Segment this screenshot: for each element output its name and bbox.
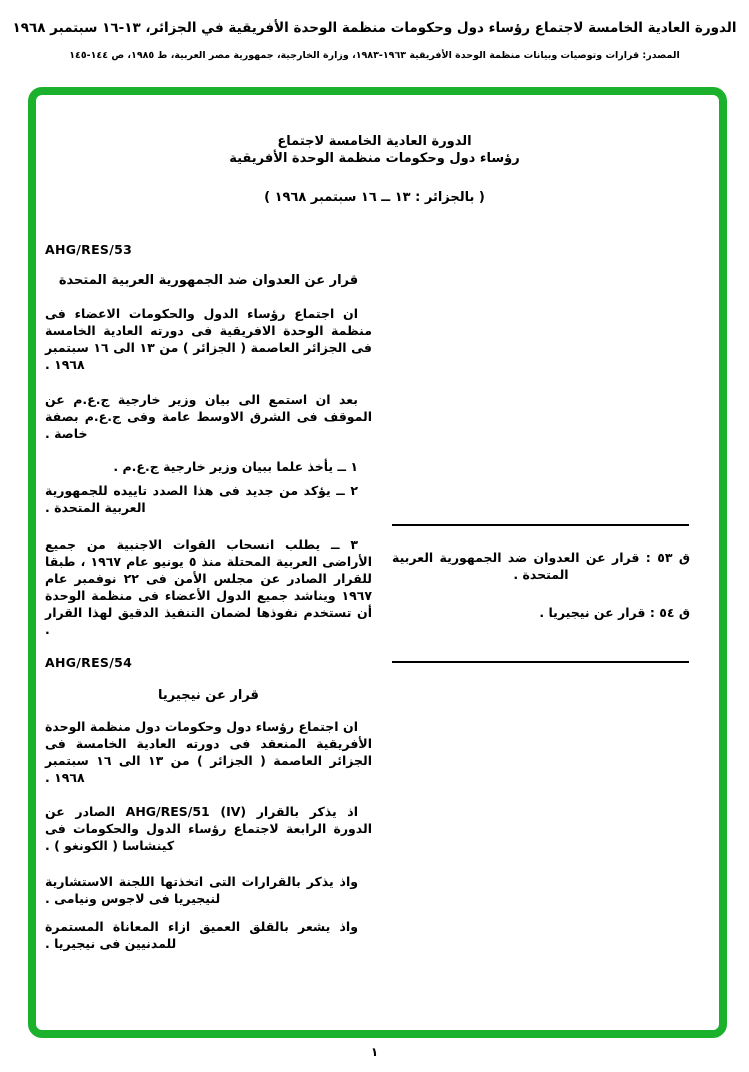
sidenote-res54: ق ٥٤ : قرار عن نيجيريا . [539,605,690,620]
document-title-line2: رؤساء دول وحكومات منظمة الوحدة الأفريقية [229,151,520,166]
res54-paragraph: واذ يذكر بالقرارات التى اتخذتها اللجنة الاستشارية لنيجيريا فى لاجوس ونيامى . [45,874,358,906]
document-title [36,133,713,206]
res53-item-1: ١ ــ يأخذ علما ببيان وزير خارجية ج.ع.م . [113,459,358,474]
document-title-line1: الدورة العادية الخامسة لاجتماع [277,134,472,149]
header-source-line: المصدر: قرارات وتوصيات وبيانات منظمة الوحدة الأفريقية ١٩٦٣-١٩٨٣، وزارة الخارجية، جمهورية مصر العربية، ط ١٩٨٥، ص ١٤٤-١٤٥ [69,50,680,61]
res53-item-3: ٣ ــ يطلب انسحاب القوات الاجنبية من جميع الأراضى العربية المحتلة منذ ٥ يونيو عام ١٩٦٧ ، طبقا للقرار الصادر عن مجلس الأمن فى ٢٢ نوفمبر عام ١٩٦٧ ويناشد جميع الدول الأعضاء فى منظمة الوحدة أن تستخدم نفوذها لضمان التنفيذ الدقيق لهذا القرار . [45,537,372,637]
resolution-code-54: AHG/RES/54 [45,655,133,670]
sidenote-divider-top [392,524,689,526]
res54-paragraph: واذ يشعر بالقلق العميق ازاء المعاناة المستمرة للمدنيين فى نيجيريا . [45,919,358,951]
page-number: ١ [370,1045,379,1059]
res54-paragraph: ان اجتماع رؤساء دول وحكومات دول منظمة الوحدة الأفريقية المنعقد فى دورته العادية الخامسة فى الجزائر العاصمة ( الجزائر ) من ١٣ الى ١٦ سبتمبر ١٩٦٨ . [45,719,372,785]
resolution-54-heading: قرار عن نيجيريا [158,688,259,703]
document-title-date: ( بالجزائر : ١٣ ــ ١٦ سبتمبر ١٩٦٨ ) [264,190,485,205]
header-session-title: الدورة العادية الخامسة لاجتماع رؤساء دول وحكومات منظمة الوحدة الأفريقية في الجزائر، ١٣-١٦ سبتمبر ١٩٦٨ [12,20,737,36]
sidenote-res53: ق ٥٣ : قرار عن العدوان ضد الجمهورية العربية المتحدة . [392,550,690,582]
resolution-code-53: AHG/RES/53 [45,242,133,257]
sidenote-divider-bottom [392,661,689,663]
res53-paragraph: ان اجتماع رؤساء الدول والحكومات الاعضاء فى منظمة الوحدة الافريقية فى دورته العادية الخامسة فى الجزائر العاصمة ( الجزائر ) من ١٣ الى ١٦ سبتمبر ١٩٦٨ . [45,306,372,372]
res54-paragraph: اذ يذكر بالقرار AHG/RES/51 (IV) الصادر عن الدورة الرابعة لاجتماع رؤساء الدول والحكومات فى كينشاسا ( الكونغو ) . [45,804,372,853]
res53-item-2: ٢ ــ يؤكد من جديد فى هذا الصدد تاييده للجمهورية العربية المتحدة . [45,483,358,515]
res53-paragraph: بعد ان استمع الى بيان وزير خارجية ج.ع.م عن الموقف فى الشرق الاوسط عامة وفى ج.ع.م بصفة خاصة . [45,392,372,441]
resolution-53-heading: قرار عن العدوان ضد الجمهورية العربية المتحدة [58,273,359,288]
main-text-column [45,241,372,952]
